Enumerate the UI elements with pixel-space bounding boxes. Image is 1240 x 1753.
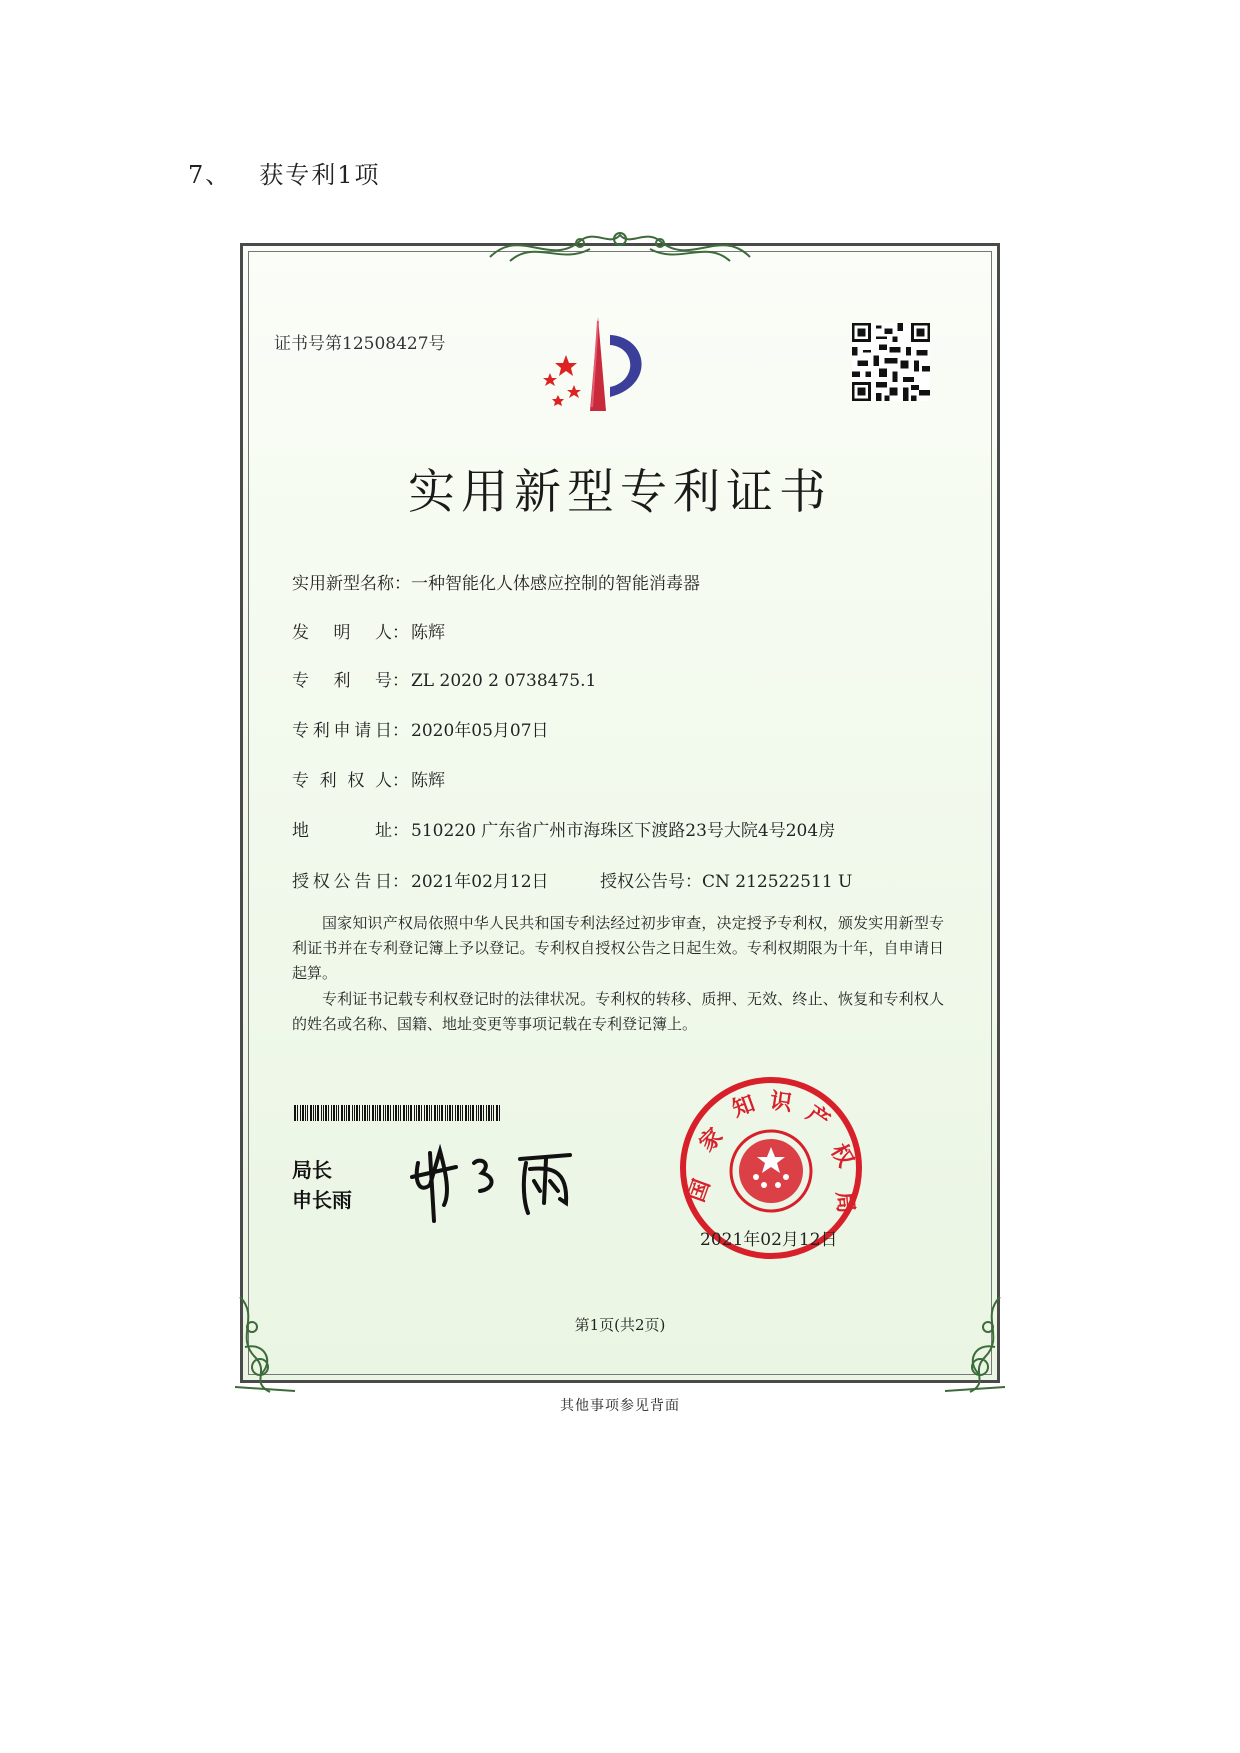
field-label: 专利申请日 [292, 721, 392, 741]
svg-text:局: 局 [831, 1190, 858, 1215]
field-colon: ： [392, 671, 409, 691]
section-title: 获专利1项 [259, 161, 381, 189]
top-ornament-icon [480, 217, 760, 269]
field-value: ZL 2020 2 0738475.1 [411, 671, 597, 691]
corner-ornament-icon [230, 1287, 300, 1397]
corner-ornament-icon [940, 1287, 1010, 1397]
seal-date: 2021年02月12日 [700, 1230, 838, 1250]
inventor-field [292, 618, 445, 643]
page-indicator: 第1页(共2页) [574, 1316, 666, 1334]
field-value: CN 212522511 U [702, 872, 853, 892]
utility-model-name-field [292, 569, 700, 594]
application-date-field [292, 716, 549, 741]
field-colon: ： [394, 574, 411, 594]
patentee-field [292, 766, 445, 791]
field-value: 2020年05月07日 [411, 721, 549, 741]
field-label: 授权公告日 [292, 872, 392, 892]
field-label: 授权公告号 [600, 872, 685, 892]
field-colon: ： [392, 821, 409, 841]
certificate-number: 证书号第12508427号 [274, 334, 446, 354]
patent-number-field [292, 666, 596, 691]
field-colon: ： [685, 872, 702, 892]
field-label: 实用新型名称 [292, 574, 394, 594]
patent-certificate [240, 243, 1000, 1383]
legal-status-paragraph: 专利证书记载专利权登记时的法律状况。专利权的转移、质押、无效、终止、恢复和专利权人的姓名或名称、国籍、地址变更等事项记载在专利登记簿上。 [292, 990, 944, 1033]
svg-text:权: 权 [825, 1139, 858, 1172]
svg-text:产: 产 [801, 1101, 834, 1135]
address-field [292, 816, 835, 841]
director-name: 申长雨 [292, 1188, 352, 1212]
field-value: 510220 广东省广州市海珠区下渡路23号大院4号204房 [411, 821, 836, 841]
field-label: 专利号 [292, 671, 392, 691]
signature-icon [400, 1133, 600, 1225]
grant-statement-paragraph: 国家知识产权局依照中华人民共和国专利法经过初步审查，决定授予专利权，颁发实用新型专利证书并在专利登记簿上予以登记。专利权自授权公告之日起生效。专利权期限为十年，自申请日起算。 [292, 914, 944, 982]
grant-date-field [292, 867, 549, 892]
director-title: 局长 [292, 1158, 332, 1182]
field-colon: ： [392, 771, 409, 791]
field-value: 陈辉 [411, 623, 445, 643]
patent-office-logo-icon [528, 315, 668, 419]
barcode-icon [294, 1105, 502, 1121]
back-side-note: 其他事项参见背面 [560, 1398, 680, 1414]
director-block [292, 1155, 352, 1215]
svg-text:国: 国 [684, 1176, 716, 1206]
field-colon: ： [392, 623, 409, 643]
field-label: 专利权人 [292, 771, 392, 791]
field-colon: ： [392, 872, 409, 892]
svg-text:识: 识 [768, 1088, 794, 1117]
qr-code-icon [852, 323, 930, 401]
field-label: 地址 [292, 821, 392, 841]
section-heading [188, 155, 381, 190]
certificate-inner-border [248, 251, 992, 1375]
certificate-title: 实用新型专利证书 [408, 465, 832, 520]
field-value: 2021年02月12日 [411, 872, 549, 892]
section-number: 7、 [188, 161, 232, 189]
field-value: 一种智能化人体感应控制的智能消毒器 [411, 574, 700, 594]
svg-text:家: 家 [694, 1123, 729, 1158]
svg-text:知: 知 [729, 1091, 759, 1123]
field-colon: ： [392, 721, 409, 741]
field-value: 陈辉 [411, 771, 445, 791]
grant-number-field [600, 867, 852, 892]
field-label: 发明人 [292, 623, 392, 643]
